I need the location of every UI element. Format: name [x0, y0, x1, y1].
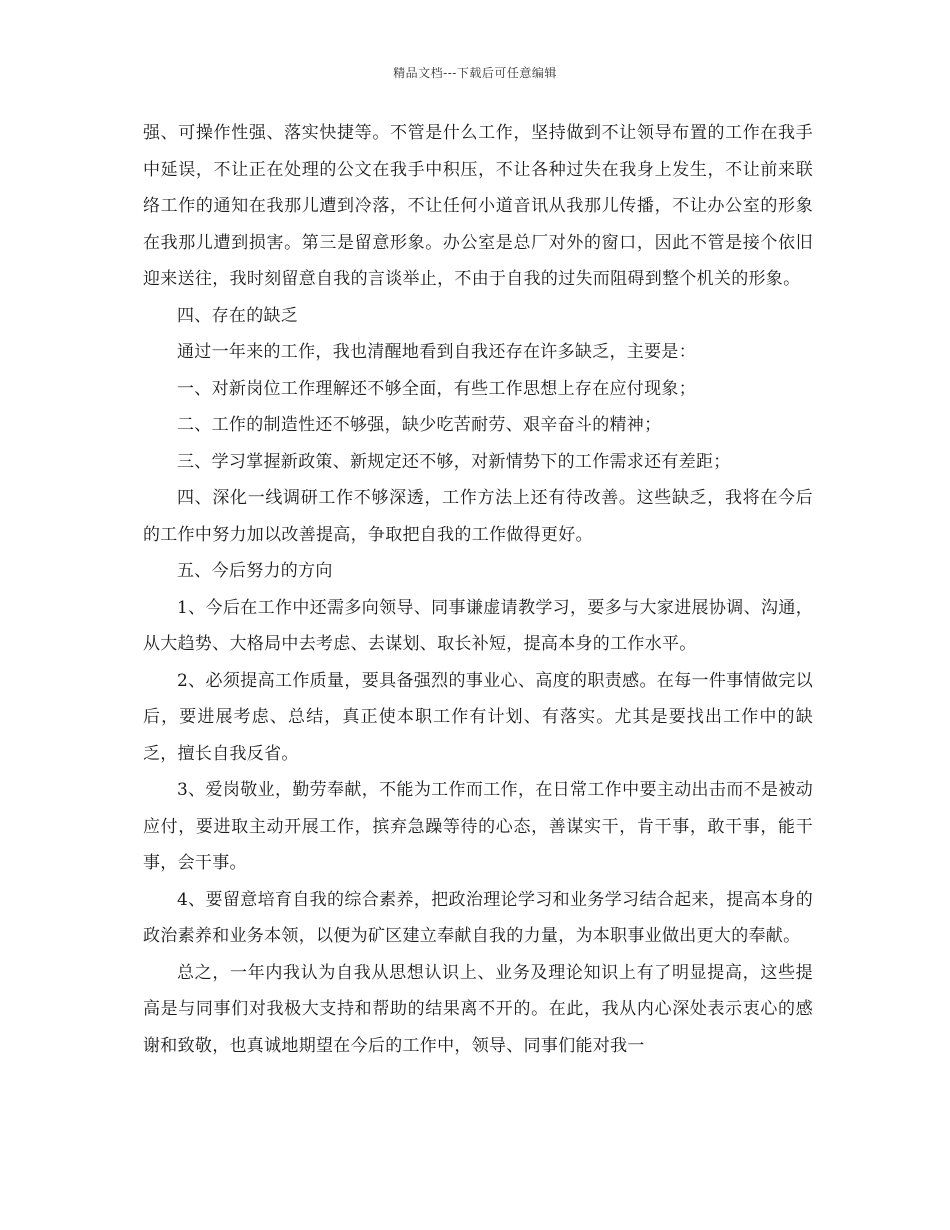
- section-heading-future-direction: 五、今后努力的方向: [177, 561, 333, 581]
- document-body: [143, 115, 813, 1064]
- list-item-shortcoming-2: 二、工作的制造性还不够强，缺少吃苦耐劳、艰辛奋斗的精神；: [177, 415, 662, 435]
- list-item-shortcoming-1: 一、对新岗位工作理解还不够全面，有些工作思想上存在应付现象；: [177, 378, 696, 399]
- list-item-shortcoming-4: 四、深化一线调研工作不够深透，工作方法上还有待改善。这些缺乏，我将在今后的工作中努力加以改善提高，争取把自我的工作做得更好。: [143, 488, 813, 545]
- section-heading-shortcomings: 四、存在的缺乏: [177, 305, 299, 326]
- list-item-direction-4: 4、要留意培育自我的综合素养，把政治理论学习和业务学习结合起来，提高本身的政治素养和业务本领，以便为矿区建立奉献自我的力量，为本职事业做出更大的奉献。: [143, 889, 813, 946]
- list-item-direction-2: 2、必须提高工作质量，要具备强烈的事业心、高度的职责感。在每一件事情做完以后，要进展考虑、总结，真正使本职工作有计划、有落实。尤其是要找出工作中的缺乏，擅长自我反省。: [143, 670, 813, 764]
- page-header: 精品文档---下载后可任意编辑: [393, 66, 557, 80]
- list-item-direction-3: 3、爱岗敬业，勤劳奉献，不能为工作而工作，在日常工作中要主动出击而不是被动应付，要进取主动开展工作，摈弃急躁等待的心态，善谋实干，肯干事，敢干事，能干事，会干事。: [143, 780, 813, 873]
- list-item-direction-1: 1、今后在工作中还需多向领导、同事谦虚请教学习，要多与大家进展协调、沟通，从大趋势、大格局中去考虑、去谋划、取长补短，提高本身的工作水平。: [143, 597, 813, 654]
- list-item-shortcoming-3: 三、学习掌握新政策、新规定还不够，对新情势下的工作需求还有差距；: [177, 451, 731, 472]
- paragraph-conclusion: 总之，一年内我认为自我从思想认识上、业务及理论知识上有了明显提高，这些提高是与同事们对我极大支持和帮助的结果离不开的。在此，我从内心深处表示衷心的感谢和致敬，也真诚地期望在今后的工作中，领导、同事们能对我一: [143, 962, 813, 1056]
- paragraph-shortcomings-intro: 通过一年来的工作，我也清醒地看到自我还存在许多缺乏，主要是：: [177, 342, 696, 362]
- paragraph-work-standards: 强、可操作性强、落实快捷等。不管是什么工作，坚持做到不让领导布置的工作在我手中延误，不让正在处理的公文在我手中积压，不让各种过失在我身上发生，不让前来联络工作的通知在我那儿遭到冷落，不让任何小道音讯从我那儿传播，不让办公室的形象在我那儿遭到损害。第三是留意形象。办公室是总厂对外的窗口，因此不管是接个依旧迎来送往，我时刻留意自我的言谈举止，不由于自我的过失而阻碍到整个机关的形象。: [143, 123, 813, 289]
